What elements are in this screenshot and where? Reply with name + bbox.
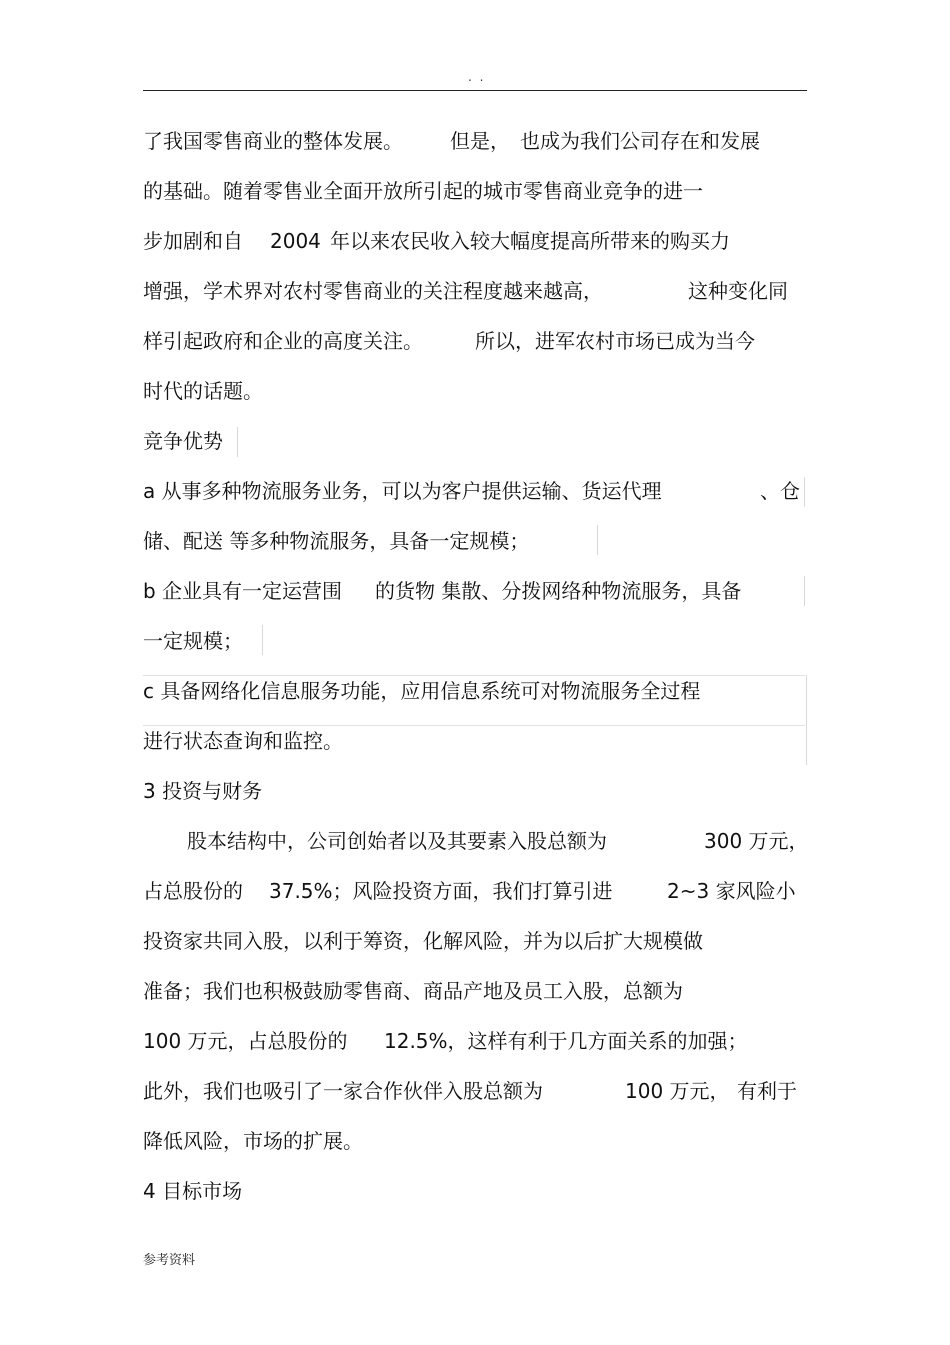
text-line: 投资家共同入股，以利于筹资，化解风险，并为以后扩大规模做 <box>143 929 703 953</box>
text-line: 了我国零售商业的整体发展。 但是， 也成为我们公司存在和发展 <box>143 129 760 153</box>
header-dots: . . <box>468 70 486 84</box>
text-line: 步加剧和自 2004 年以来农民收入较大幅度提高所带来的购买力 <box>143 229 730 253</box>
table-border <box>262 625 263 655</box>
text-line: 准备；我们也积极鼓励零售商、商品产地及员工入股，总额为 <box>143 979 683 1003</box>
table-border <box>806 675 807 765</box>
text-line: 样引起政府和企业的高度关注。 所以，进军农村市场已成为当今 <box>143 329 755 353</box>
text-line: 一定规模； <box>143 629 243 653</box>
text-line: 储、配送 等多种物流服务，具备一定规模； <box>143 529 530 553</box>
footer-label: 参考资料 <box>143 1253 196 1268</box>
text-line: 占总股份的 37.5%；风险投资方面，我们打算引进 2~3 家风险小 <box>143 879 796 903</box>
text-line: 进行状态查询和监控。 <box>143 729 343 753</box>
section-heading: 4 目标市场 <box>143 1179 243 1203</box>
section-heading: 竞争优势 <box>143 429 223 453</box>
table-border <box>597 525 598 555</box>
text-line: 增强，学术界对农村零售商业的关注程度越来越高， 这种变化同 <box>143 279 788 303</box>
section-heading: 3 投资与财务 <box>143 779 263 803</box>
text-line: 此外，我们也吸引了一家合作伙伴入股总额为 100 万元， 有利于 <box>143 1079 797 1103</box>
text-line: 股本结构中，公司创始者以及其要素入股总额为 300 万元， <box>187 829 809 853</box>
text-line: a 从事多种物流服务业务，可以为客户提供运输、货运代理 、仓 <box>143 479 800 503</box>
text-line: 降低风险，市场的扩展。 <box>143 1129 363 1153</box>
header-rule <box>143 90 807 91</box>
text-line: c 具备网络化信息服务功能，应用信息系统可对物流服务全过程 <box>143 679 701 703</box>
text-line: 时代的话题。 <box>143 379 263 403</box>
table-border <box>237 427 238 457</box>
text-line: b 企业具有一定运营围 的货物 集散、分拨网络种物流服务，具备 <box>143 579 742 603</box>
text-line: 的基础。随着零售业全面开放所引起的城市零售商业竞争的进一 <box>143 179 703 203</box>
text-line: 100 万元，占总股份的 12.5%，这样有利于几方面关系的加强； <box>143 1029 748 1053</box>
